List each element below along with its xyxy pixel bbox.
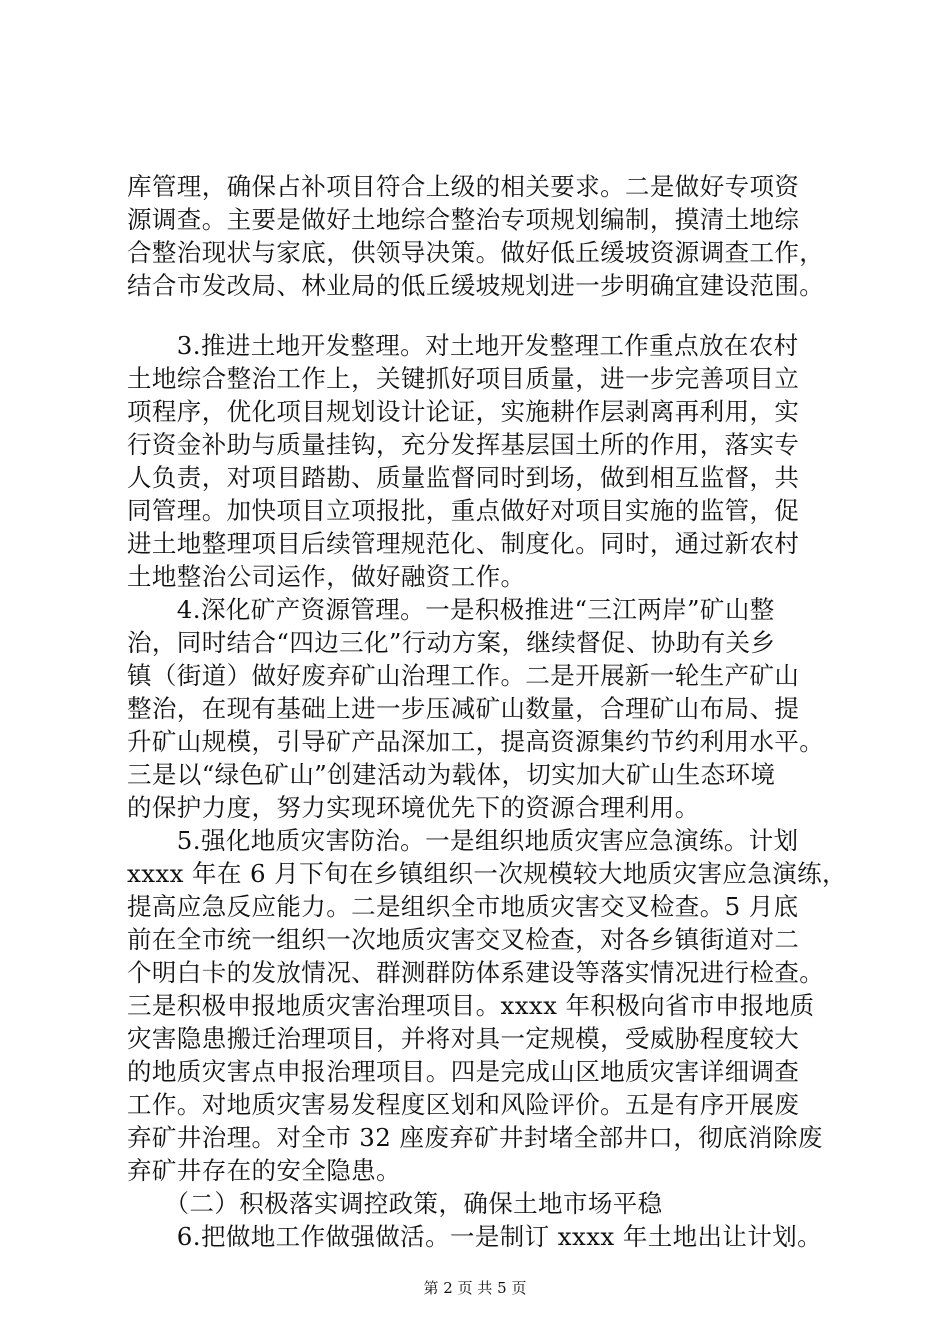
paragraph-6-heading-line: 6.把做地工作做强做活。一是制订 xxxx 年土地出让计划。 bbox=[127, 1222, 823, 1251]
body-text-line: 三是以“绿色矿山”创建活动为载体，切实加大矿山生态环境 bbox=[127, 760, 776, 789]
body-text-line: 的保护力度，努力实现环境优先下的资源合理利用。 bbox=[127, 793, 700, 822]
body-text-line: xxxx 年在 6 月下旬在乡镇组织一次规模较大地质灾害应急演练， bbox=[127, 859, 847, 888]
body-text-line: 弃矿井治理。对全市 32 座废弃矿井封堵全部井口，彻底消除废 bbox=[127, 1123, 823, 1152]
body-text-line: 三是积极申报地质灾害治理项目。xxxx 年积极向省市申报地质 bbox=[127, 991, 815, 1020]
body-text-line: 升矿山规模，引导矿产品深加工，提高资源集约节约利用水平。 bbox=[127, 727, 825, 756]
body-text-line: 同管理。加快项目立项报批，重点做好对项目实施的监管，促 bbox=[127, 496, 800, 525]
paragraph-3-heading-line: 3.推进土地开发整理。对土地开发整理工作重点放在农村 bbox=[127, 331, 799, 360]
paragraph-4-heading-line: 4.深化矿产资源管理。一是积极推进“三江两岸”矿山整 bbox=[127, 595, 775, 624]
body-text-line: 个明白卡的发放情况、群测群防体系建设等落实情况进行检查。 bbox=[127, 958, 825, 987]
body-text-line: 土地综合整治工作上，关键抓好项目质量，进一步完善项目立 bbox=[127, 364, 800, 393]
body-text-line: 弃矿井存在的安全隐患。 bbox=[127, 1156, 401, 1185]
body-text-line: 行资金补助与质量挂钩，充分发挥基层国土所的作用，落实专 bbox=[127, 430, 800, 459]
body-text-line: 项程序，优化项目规划设计论证，实施耕作层剥离再利用，实 bbox=[127, 397, 800, 426]
body-text-line: 源调查。主要是做好土地综合整治专项规划编制，摸清土地综 bbox=[127, 205, 800, 234]
body-text-line: 结合市发改局、林业局的低丘缓坡规划进一步明确宜建设范围。 bbox=[127, 271, 825, 300]
body-text-line: 工作。对地质灾害易发程度区划和风险评价。五是有序开展废 bbox=[127, 1090, 800, 1119]
body-text-line: 整治，在现有基础上进一步压减矿山数量，合理矿山布局、提 bbox=[127, 694, 800, 723]
body-text-line: 灾害隐患搬迁治理项目，并将对具一定规模，受威胁程度较大 bbox=[127, 1024, 800, 1053]
section-heading-line: （二）积极落实调控政策，确保土地市场平稳 bbox=[127, 1189, 663, 1218]
body-text-line: 治，同时结合“四边三化”行动方案，继续督促、协助有关乡 bbox=[127, 628, 776, 657]
body-text-line: 前在全市统一组织一次地质灾害交叉检查，对各乡镇街道对二 bbox=[127, 925, 800, 954]
page-footer: 第 2 页 共 5 页 bbox=[423, 1279, 527, 1297]
body-text-line: 的地质灾害点申报治理项目。四是完成山区地质灾害详细调查 bbox=[127, 1057, 800, 1086]
body-text-line: 合整治现状与家底，供领导决策。做好低丘缓坡资源调查工作， bbox=[127, 238, 825, 267]
body-text-line: 镇（街道）做好废弃矿山治理工作。二是开展新一轮生产矿山 bbox=[127, 661, 800, 690]
body-text-line: 库管理，确保占补项目符合上级的相关要求。二是做好专项资 bbox=[127, 172, 800, 201]
body-text-line: 提高应急反应能力。二是组织全市地质灾害交叉检查。5 月底 bbox=[127, 892, 799, 921]
paragraph-5-heading-line: 5.强化地质灾害防治。一是组织地质灾害应急演练。计划 bbox=[127, 826, 799, 855]
body-text-line: 进土地整理项目后续管理规范化、制度化。同时，通过新农村 bbox=[127, 529, 800, 558]
body-text-line: 人负责，对项目踏勘、质量监督同时到场，做到相互监督，共 bbox=[127, 463, 800, 492]
body-text-line: 土地整治公司运作，做好融资工作。 bbox=[127, 562, 526, 591]
